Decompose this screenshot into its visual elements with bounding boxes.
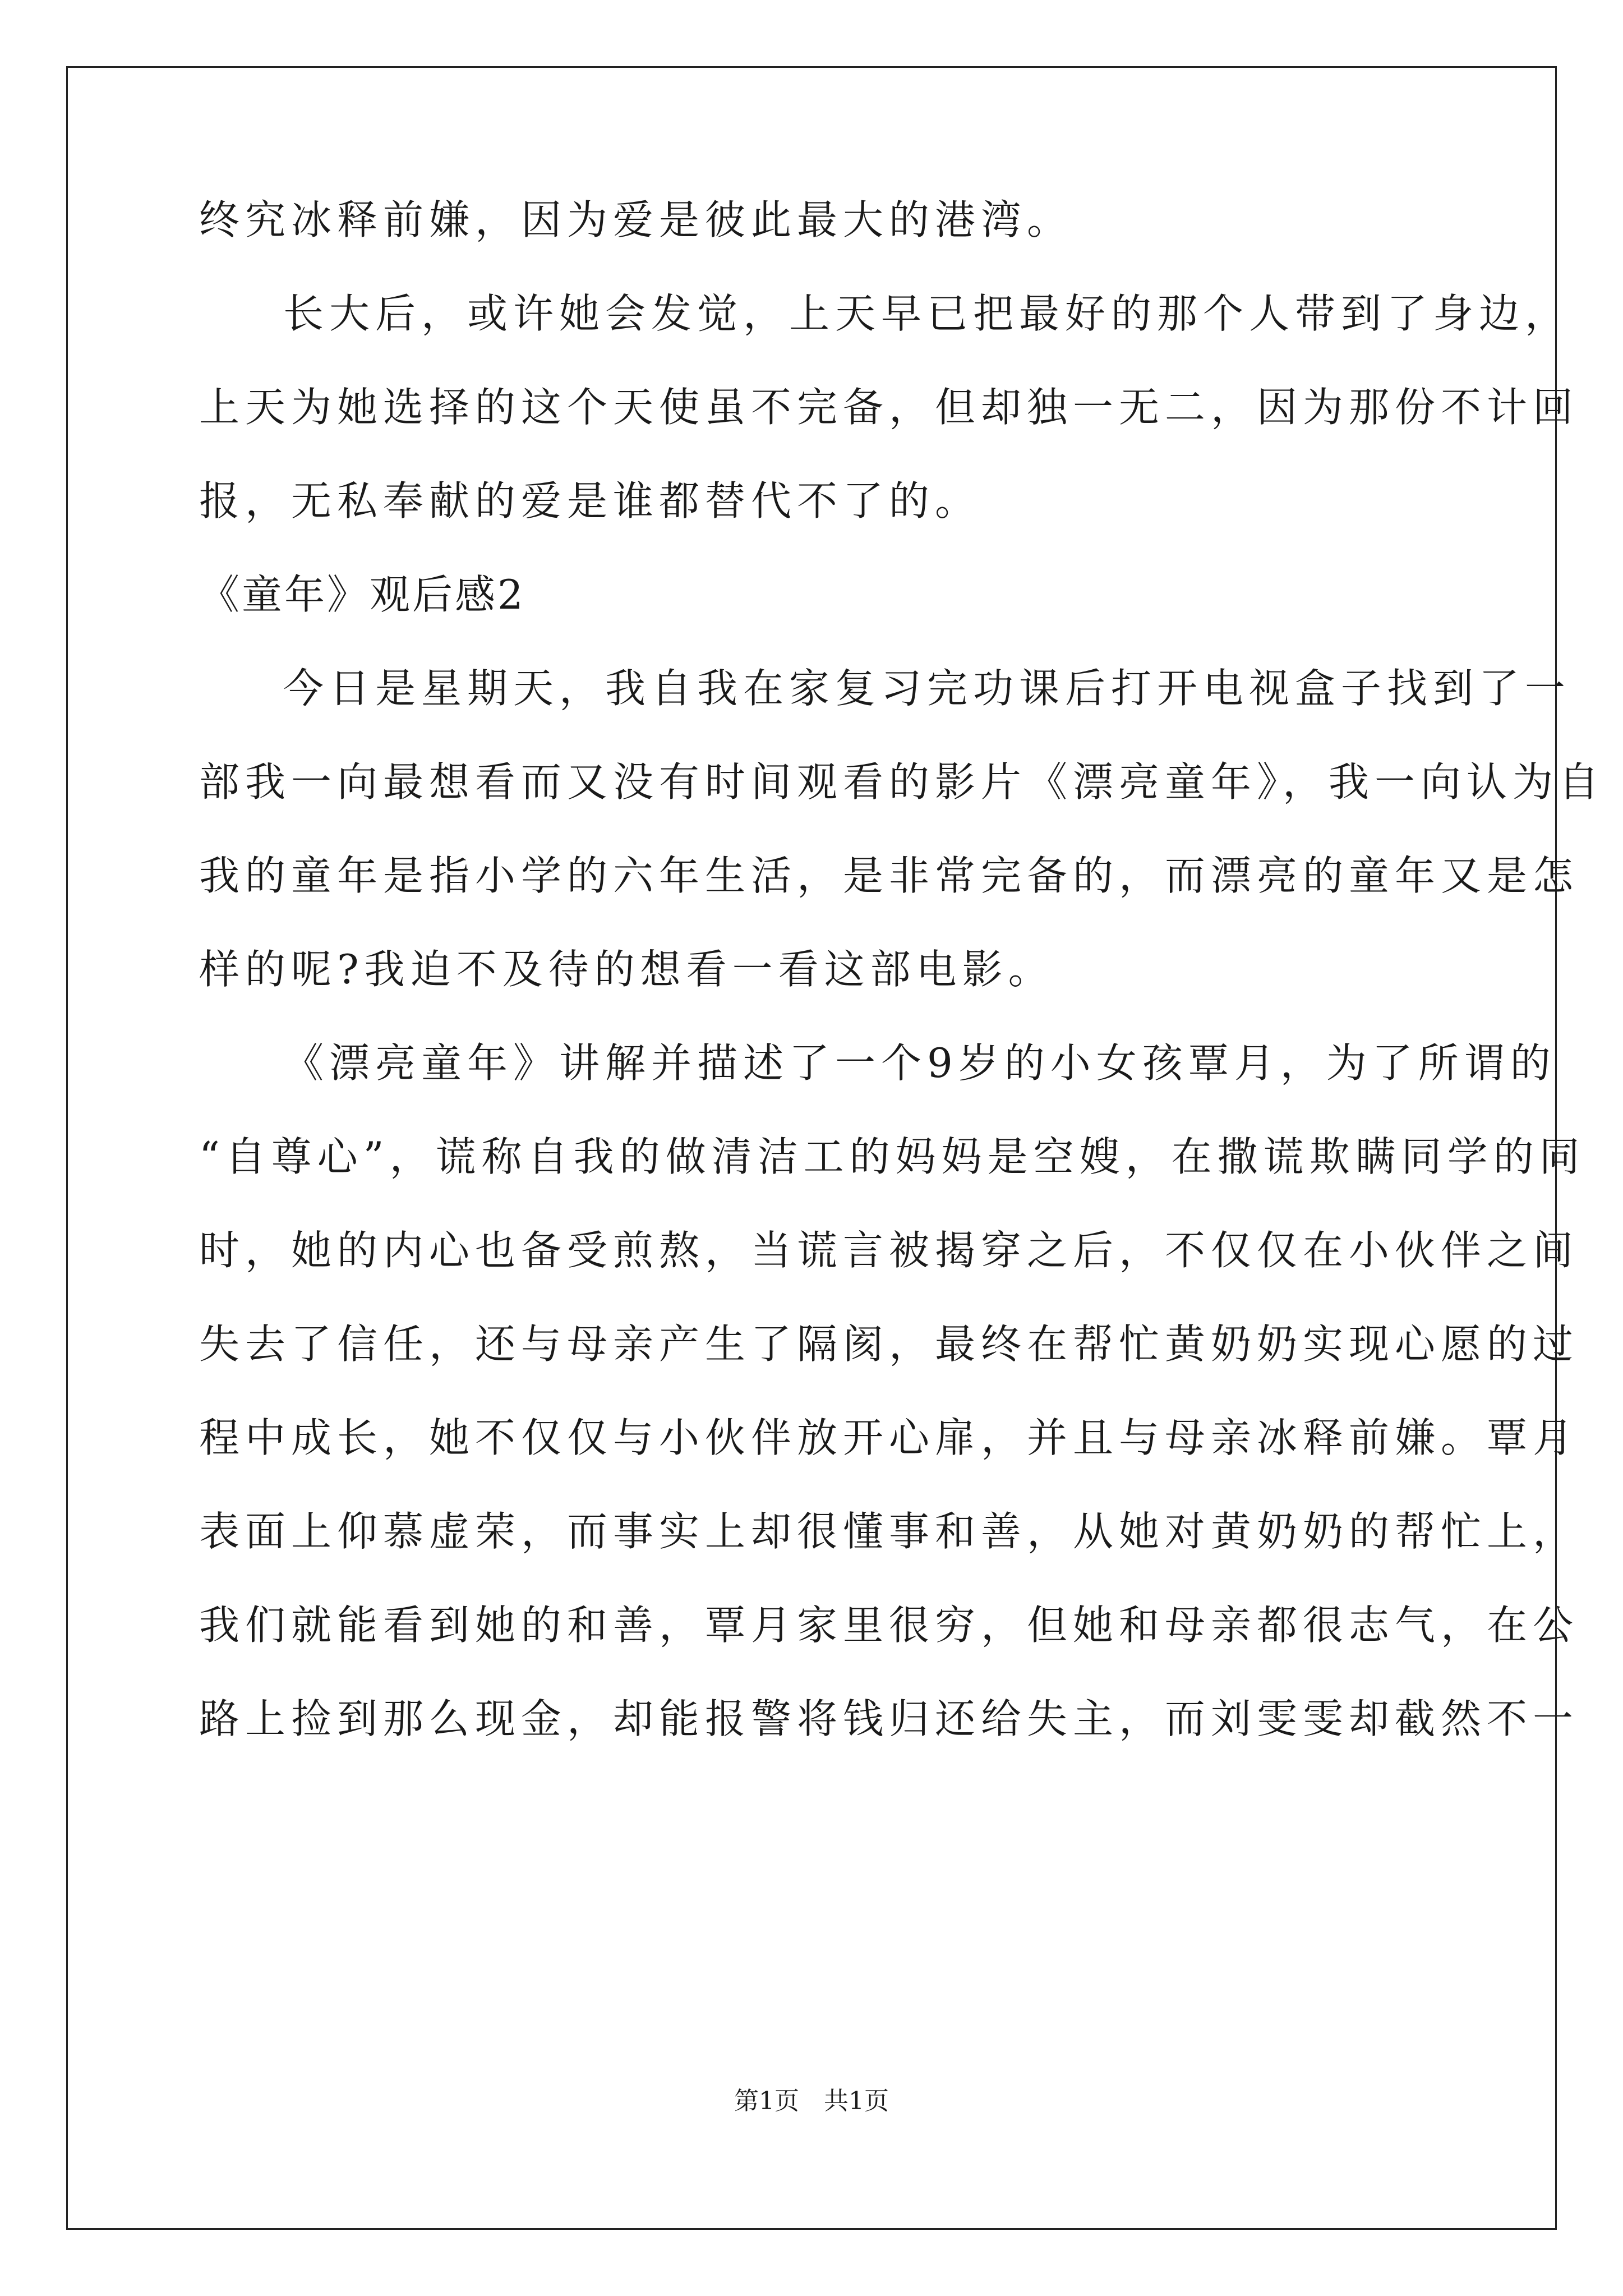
text-line: 表面上仰慕虚荣，而事实上却很懂事和善，从她对黄奶奶的帮忙上， [199, 1508, 1579, 1555]
text-line: 报，无私奉献的爱是谁都替代不了的。 [199, 477, 981, 524]
text-line: 上天为她选择的这个天使虽不完备，但却独一无二，因为那份不计回 [199, 384, 1579, 431]
text-line: 终究冰释前嫌，因为爱是彼此最大的港湾。 [199, 196, 1073, 243]
section-heading: 《童年》观后感2 [199, 571, 525, 618]
text-line: 失去了信任，还与母亲产生了隔阂，最终在帮忙黄奶奶实现心愿的过 [199, 1320, 1579, 1368]
text-line: 《漂亮童年》讲解并描述了一个9岁的小女孩覃月，为了所谓的 [283, 1039, 1556, 1087]
text-line: 部我一向最想看而又没有时间观看的影片《漂亮童年》，我一向认为自 [199, 758, 1605, 806]
page-footer: 第1页 共1页 [734, 2087, 889, 2115]
text-line: 路上捡到那么现金，却能报警将钱归还给失主，而刘雯雯却截然不一 [199, 1695, 1579, 1742]
text-line: 我们就能看到她的和善，覃月家里很穷，但她和母亲都很志气，在公 [199, 1602, 1579, 1649]
document-body [199, 196, 1605, 1789]
text-line: 今日是星期天，我自我在家复习完功课后打开电视盒子找到了一 [283, 665, 1571, 712]
text-line: 样的呢?我迫不及待的想看一看这部电影。 [199, 946, 1054, 993]
text-line: 时，她的内心也备受煎熬，当谎言被揭穿之后，不仅仅在小伙伴之间 [199, 1227, 1579, 1274]
text-line: 我的童年是指小学的六年生活，是非常完备的，而漂亮的童年又是怎 [199, 852, 1579, 899]
text-line: “自尊心”，谎称自我的做清洁工的妈妈是空嫂，在撒谎欺瞒同学的同 [199, 1133, 1585, 1180]
text-line: 长大后，或许她会发觉，上天早已把最好的那个人带到了身边， [283, 290, 1571, 337]
text-line: 程中成长，她不仅仅与小伙伴放开心扉，并且与母亲冰释前嫌。覃月 [199, 1414, 1579, 1461]
